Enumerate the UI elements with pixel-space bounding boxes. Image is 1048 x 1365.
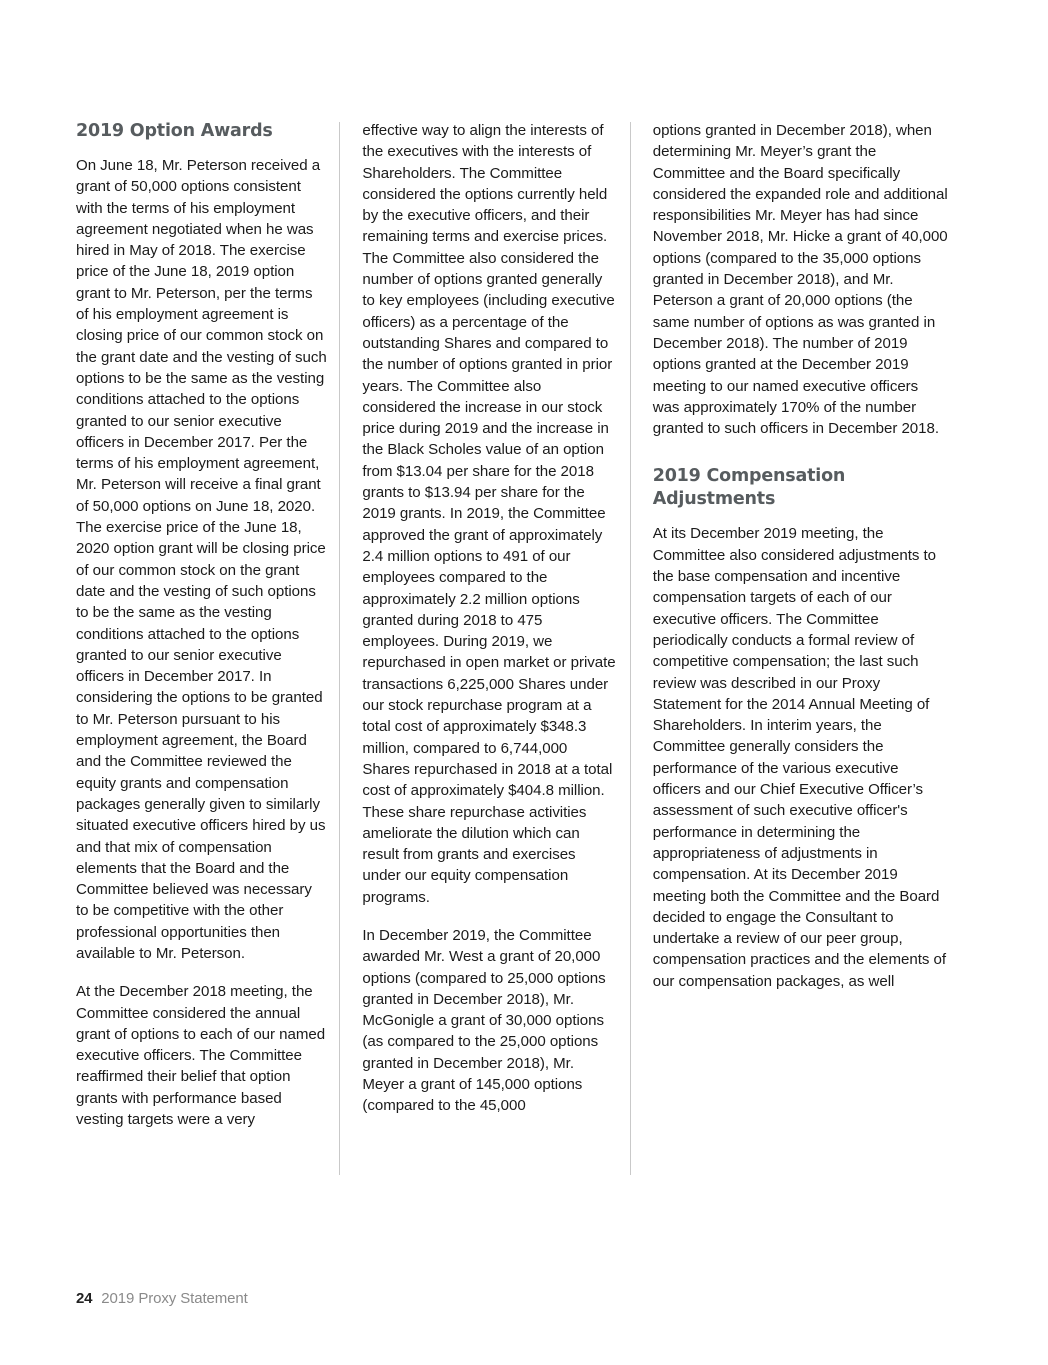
paragraph: On June 18, Mr. Peterson received a grant of 50,000 options consistent with the terms of his employment agreement negotiated when he was hired in May of 2018. The exercise price of the June 18, 2019 option grant to Mr. Peterson, per the terms of his employment agreement is closing price of our common stock on the grant date and the vesting of such options to be the same as the vesting conditions attached to the options granted to our senior executive officers in December 2017. Per the terms of his employment agreement, Mr. Peterson will receive a final grant of 50,000 options on June 18, 2020. The exercise price of the June 18, 2020 option grant will be closing price of our common stock on the grant date and the vesting of such options to be the same as the vesting conditions attached to the options granted to our senior executive officers in December 2017. In considering the options to be granted to Mr. Peterson pursuant to his employment agreement, the Board and the Committee reviewed the equity grants and compensation packages generally given to similarly situated executive officers hired by us and that mix of compensation elements that the Board and the Committee believed was necessary to be competitive with the other professional opportunities then available to Mr. Peterson. (76, 157, 327, 962)
footer-document-title: 2019 Proxy Statement (101, 1290, 248, 1307)
page-footer (76, 1290, 248, 1307)
paragraph: At the December 2018 meeting, the Committee considered the annual grant of options to each of our named executive officers. The Committee reaffirmed their belief that option grants with performance based vesting targets were a very (76, 983, 326, 1129)
page-number: 24 (76, 1290, 93, 1307)
three-column-body (76, 120, 948, 1175)
text-column-1 (76, 120, 339, 1175)
section-heading-option-awards: 2019 Option Awards (76, 121, 273, 141)
paragraph: effective way to align the interests of the executives with the interests of Shareholders. The Committee considered the options currently held by the executive officers, and their remaining terms and exercise prices. The Committee also considered the number of options granted generally to key employees (including executive officers) as a percentage of the outstanding Shares and compared to the number of options granted in prior years. The Committee also considered the increase in our stock price during 2019 and the increase in the Black Scholes value of an option from $13.04 per share for the 2018 grants to $13.94 per share for the 2019 grants. In 2019, the Committee approved the grant of approximately 2.4 million options to 491 of our employees compared to the approximately 2.2 million options granted during 2018 to 475 employees. During 2019, we repurchased in open market or private transactions 6,225,000 Shares under our stock repurchase program at a total cost of approximately $348.3 million, compared to 6,744,000 Shares repurchased in 2018 at a total cost of approximately $404.8 million. These share repurchase activities ameliorate the dilution which can result from grants and exercises under our equity compensation programs. (362, 122, 616, 906)
paragraph: options granted in December 2018), when determining Mr. Meyer’s grant the Committee and the Board specifically considered the expanded role and additional responsibilities Mr. Meyer has had since November 2018, Mr. Hicke a grant of 40,000 options (compared to the 35,000 options granted in December 2018), and Mr. Peterson a grant of 20,000 options (the same number of options as was granted in December 2018). The number of 2019 options granted at the December 2019 meeting to our named executive officers was approximately 170% of the number granted to such officers in December 2018. (652, 122, 948, 438)
section-heading-compensation-adjustments: 2019 Compensation Adjustments (652, 466, 846, 510)
paragraph: In December 2019, the Committee awarded Mr. West a grant of 20,000 options (compared to 25,000 options granted in December 2018), Mr. McGonigle a grant of 30,000 options (as compared to the 25,000 options granted in December 2018), Mr. Meyer a grant of 145,000 options (compared to the 45,000 (362, 926, 606, 1115)
paragraph: At its December 2019 meeting, the Committee also considered adjustments to the base compensation and incentive compensation targets of each of our executive officers. The Committee periodically conducts a formal review of competitive compensation; the last such review was described in our Proxy Statement for the 2014 Annual Meeting of Shareholders. In interim years, the Committee generally considers the performance of the various executive officers and our Chief Executive Officer’s assessment of such executive officer's performance in determining the appropriateness of adjustments in compensation. At its December 2019 meeting both the Committee and the Board decided to engage the Consultant to undertake a review of our peer group, compensation practices and the elements of our compensation packages, as well (652, 525, 946, 990)
text-column-2 (340, 120, 629, 1175)
text-column-3 (631, 120, 948, 1175)
